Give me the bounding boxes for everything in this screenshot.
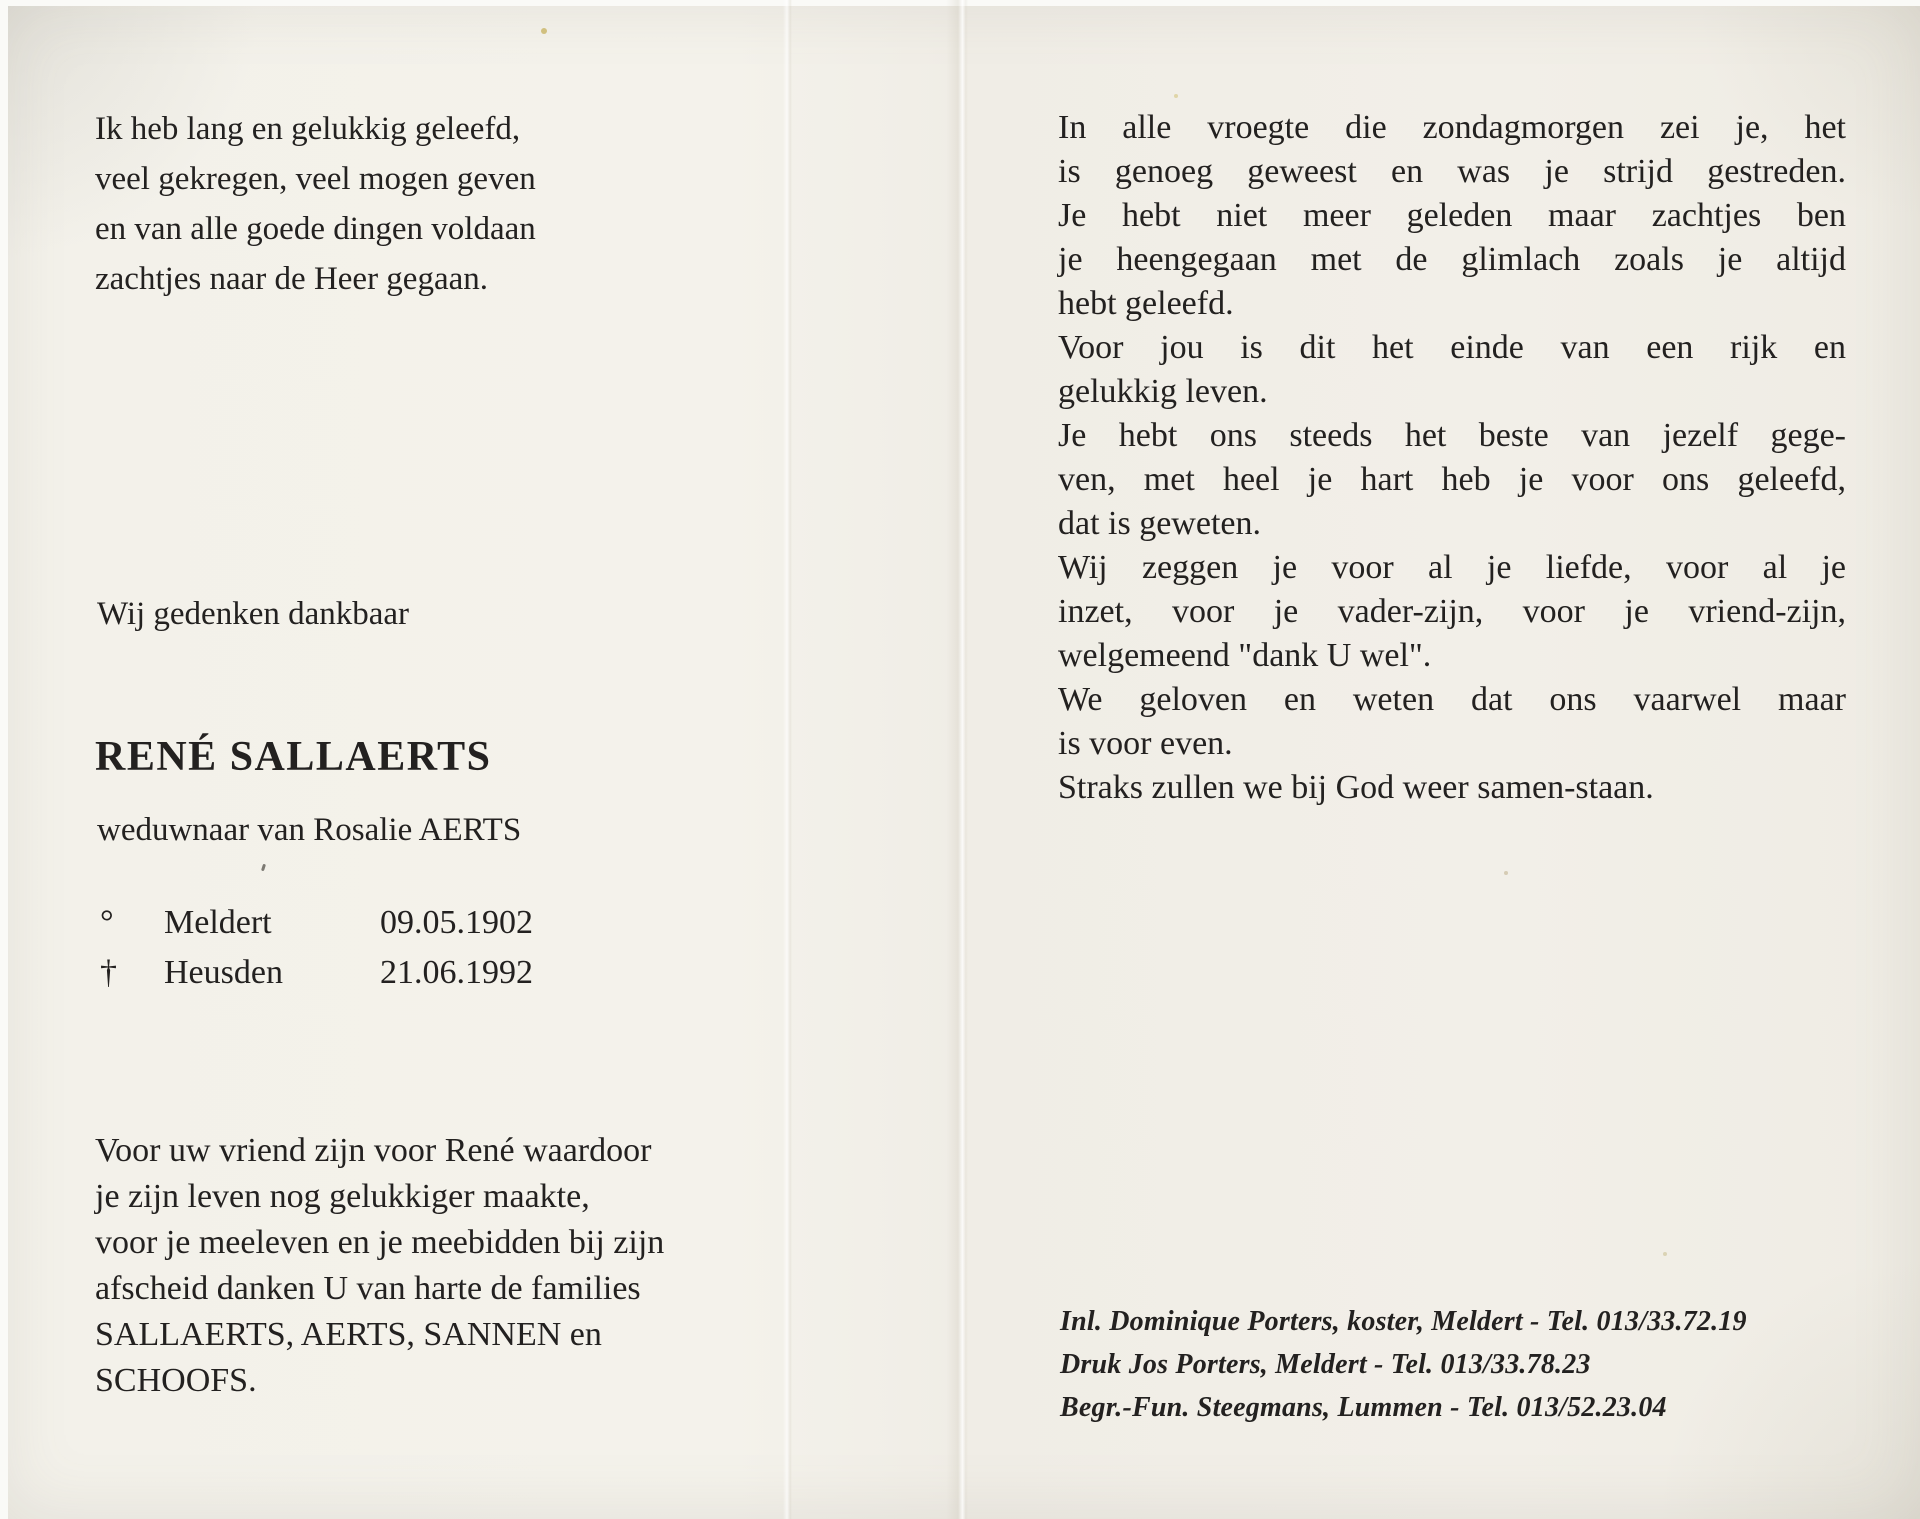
thanks-line: voor je meeleven en je meebidden bij zijn [95,1224,665,1261]
memorial-line: ven, met heel je hart heb je voor ons geleefd, [1058,461,1846,498]
colophon-line: Inl. Dominique Porters, koster, Meldert - Tel. 013/33.72.19 [1060,1306,1747,1337]
birth-date: 09.05.1902 [380,904,533,941]
memorial-line: Voor jou is dit het einde van een rijk en [1058,329,1846,366]
memorial-line: Je hebt niet meer geleden maar zachtjes ben [1058,197,1846,234]
colophon-line: Begr.-Fun. Steegmans, Lummen - Tel. 013/52.23.04 [1060,1392,1667,1423]
born-symbol: ° [100,904,114,941]
memorial-line: gelukkig leven. [1058,373,1268,410]
birth-place: Meldert [164,904,272,941]
memorial-line: inzet, voor je vader-zijn, voor je vriend-zijn, [1058,593,1846,630]
memorial-line: Wij zeggen je voor al je liefde, voor al je [1058,549,1846,586]
verse-line: zachtjes naar de Heer gegaan. [95,261,489,297]
thanks-line: SALLAERTS, AERTS, SANNEN en [95,1316,602,1353]
thanks-line: SCHOOFS. [95,1362,257,1399]
paper-speck [1504,871,1508,875]
paper-speck [541,28,547,34]
memorial-line: welgemeend "dank U wel". [1058,637,1432,674]
thanks-paragraph [95,1128,755,1404]
thanks-line: Voor uw vriend zijn voor René waardoor [95,1132,652,1169]
memorial-line: Je hebt ons steeds het beste van jezelf gege- [1058,417,1846,454]
life-dates [100,898,533,998]
memorial-line: In alle vroegte die zondagmorgen zei je, het [1058,109,1846,146]
death-place: Heusden [164,954,283,991]
memorial-line: is voor even. [1058,725,1233,762]
memorial-line: hebt geleefd. [1058,285,1234,322]
death-row [100,948,533,998]
verse-line: en van alle goede dingen voldaan [95,211,536,247]
verse-line: veel gekregen, veel mogen geven [95,161,536,197]
fold-crease [946,0,968,1519]
paper-speck [261,864,266,872]
memorial-line: We geloven en weten dat ons vaarwel maar [1058,681,1846,718]
scan-edge-left [0,0,8,1519]
colophon [1060,1300,1860,1429]
paper-speck [1663,1252,1667,1256]
deceased-name: RENÉ SALLAERTS [95,734,492,780]
memorial-line: Straks zullen we bij God weer samen-staan. [1058,769,1654,806]
death-date: 21.06.1992 [380,954,533,991]
birth-row [100,898,533,948]
intro-line: Wij gedenken dankbaar [97,596,410,632]
fold-crease [783,0,792,1519]
cross-symbol: † [100,954,117,991]
opening-verse [95,104,715,304]
relation-line: weduwnaar van Rosalie AERTS [97,812,522,848]
memorial-line: dat is geweten. [1058,505,1261,542]
memorial-line: is genoeg geweest en was je strijd gestreden. [1058,153,1846,190]
paper-speck [1174,94,1178,98]
memorial-line: je heengegaan met de glimlach zoals je altijd [1058,241,1846,278]
thanks-line: je zijn leven nog gelukkiger maakte, [95,1178,590,1215]
verse-line: Ik heb lang en gelukkig geleefd, [95,111,521,147]
memorial-text [1058,106,1846,810]
thanks-line: afscheid danken U van harte de families [95,1270,641,1307]
colophon-line: Druk Jos Porters, Meldert - Tel. 013/33.78.23 [1060,1349,1591,1380]
